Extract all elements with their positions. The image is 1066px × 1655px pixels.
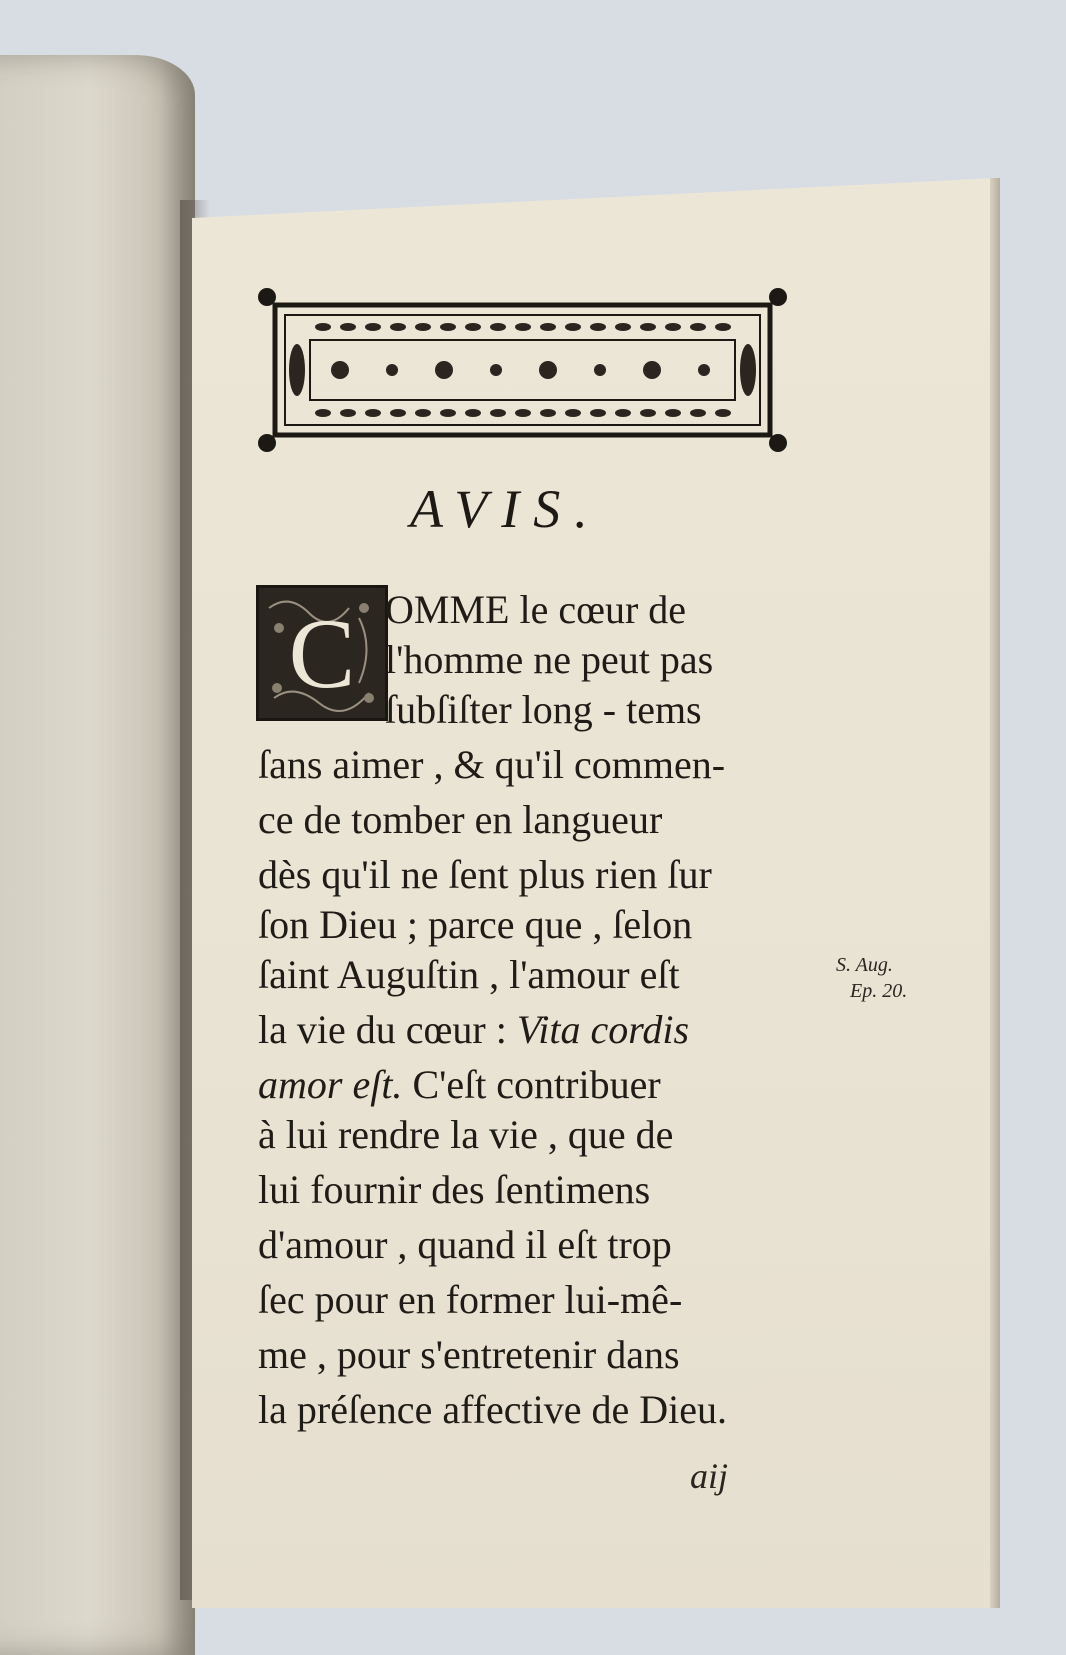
italic-vita-cordis: Vita cordis <box>516 1007 690 1052</box>
margin-note-line-1: S. Aug. <box>836 954 893 976</box>
text-line-13: d'amour , quand il eſt trop <box>258 1222 672 1267</box>
text-line-11: à lui rendre la vie , que de <box>258 1112 674 1157</box>
text-line-5: ce de tomber en langueur <box>258 797 663 842</box>
text-line-10-rest: C'eſt contribuer <box>402 1062 661 1107</box>
text-line-16: la préſence affective de Dieu. <box>258 1387 727 1432</box>
initial-letter: C <box>288 597 356 709</box>
text-line-3: ſubſiſter long - tems <box>385 687 702 732</box>
text-line-8: ſaint Auguſtin , l'amour eſt <box>258 952 680 997</box>
italic-amor-est: amor eſt. <box>258 1062 403 1107</box>
text-line-9 <box>258 1007 690 1052</box>
text-line-1: OMME le cœur de <box>385 587 687 632</box>
decorated-initial <box>256 585 388 721</box>
left-page <box>0 55 195 1655</box>
text-line-12: lui fournir des ſentimens <box>258 1167 651 1212</box>
text-line-7: ſon Dieu ; parce que , ſelon <box>258 902 693 947</box>
text-line-15: me , pour s'entretenir dans <box>258 1332 680 1377</box>
text-line-4: ſans aimer , & qu'il commen- <box>258 742 726 787</box>
margin-note <box>836 952 907 1004</box>
page-edge <box>990 178 1000 1608</box>
margin-note-line-2: Ep. 20. <box>850 980 908 1002</box>
text-line-14: ſec pour en former lui-mê- <box>258 1277 683 1322</box>
text-line-10 <box>258 1062 661 1107</box>
text-line-9-start: la vie du cœur : <box>258 1007 517 1052</box>
page-heading: AVIS. <box>410 479 602 539</box>
ornamental-headpiece-icon <box>255 285 790 455</box>
text-line-6: dès qu'il ne ſent plus rien ſur <box>258 852 712 897</box>
signature-mark: aij <box>690 1456 729 1496</box>
text-line-2: l'homme ne peut pas <box>385 637 714 682</box>
